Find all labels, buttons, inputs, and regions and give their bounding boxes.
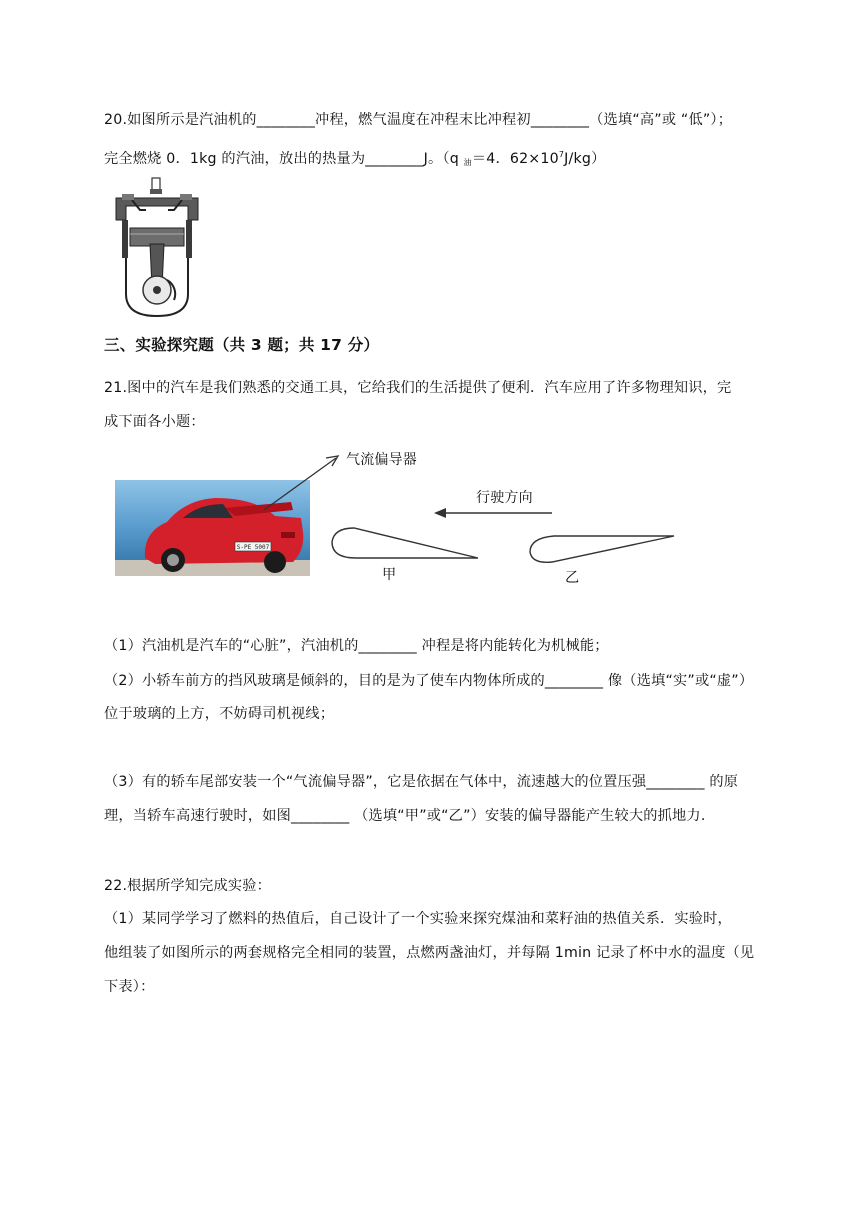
label-jia: 甲 [382, 567, 397, 583]
q21-sub2-line2: 位于玻璃的上方，不妨碍司机视线； [104, 706, 335, 722]
label-airflow-deflector: 气流偏导器 [346, 452, 417, 468]
deflector-shape-yi [524, 530, 680, 570]
deflector-pointer-arrow [260, 448, 350, 512]
label-driving-direction: 行驶方向 [476, 490, 533, 506]
q21-sub3-line2: 理，当轿车高速行驶时，如图________ （选填“甲”或“乙”）安装的偏导器能产生较大的抓地力. [104, 808, 706, 824]
engine-cylinder-figure [112, 176, 208, 318]
q20-superscript: 7 [558, 150, 565, 159]
license-plate: S-PE 5007 [236, 544, 270, 551]
q22-sub1-line2: 他组装了如图所示的两套规格完全相同的装置，点燃两盏油灯，并每隔 1min 记录了杯中水的温度（见 [104, 945, 755, 961]
section-3-heading: 三、实验探究题（共 3 题；共 17 分） [104, 336, 380, 354]
q21-sub3-line1: （3）有的轿车尾部安装一个“气流偏导器”，它是依据在气体中，流速越大的位置压强________ 的原 [104, 774, 739, 790]
q20-line2-a: 完全燃烧 0．1kg 的汽油，放出的热量为________J。（q [104, 151, 464, 167]
q21-sub2-line1: （2）小轿车前方的挡风玻璃是倾斜的，目的是为了使车内物体所成的________ 像（选填“实”或“虚”） [104, 673, 754, 689]
q20-line2-c: J/kg） [564, 151, 606, 167]
q21-sub1: （1）汽油机是汽车的“心脏”，汽油机的________ 冲程是将内能转化为机械能； [104, 638, 609, 654]
q22-line1: 22.根据所学知完成实验： [104, 878, 272, 894]
q20-subscript: 油 [463, 158, 472, 167]
q22-sub1-line1: （1）某同学学习了燃料的热值后，自己设计了一个实验来探究煤油和菜籽油的热值关系．实验时， [104, 911, 732, 927]
q22-sub1-line3: 下表）： [104, 979, 155, 995]
q20-line1: 20.如图所示是汽油机的________冲程，燃气温度在冲程末比冲程初________（选填“高”或 “低”）； [104, 112, 733, 128]
q21-line2: 成下面各小题： [104, 414, 205, 430]
q21-line1: 21.图中的汽车是我们熟悉的交通工具，它给我们的生活提供了便利．汽车应用了许多物理知识，完 [104, 380, 732, 396]
label-yi: 乙 [565, 570, 580, 586]
q20-line2-b: ＝4．62×10 [471, 151, 559, 167]
q20-line2 [104, 145, 606, 173]
driving-direction-arrow [430, 504, 554, 522]
deflector-shape-jia [326, 524, 486, 566]
